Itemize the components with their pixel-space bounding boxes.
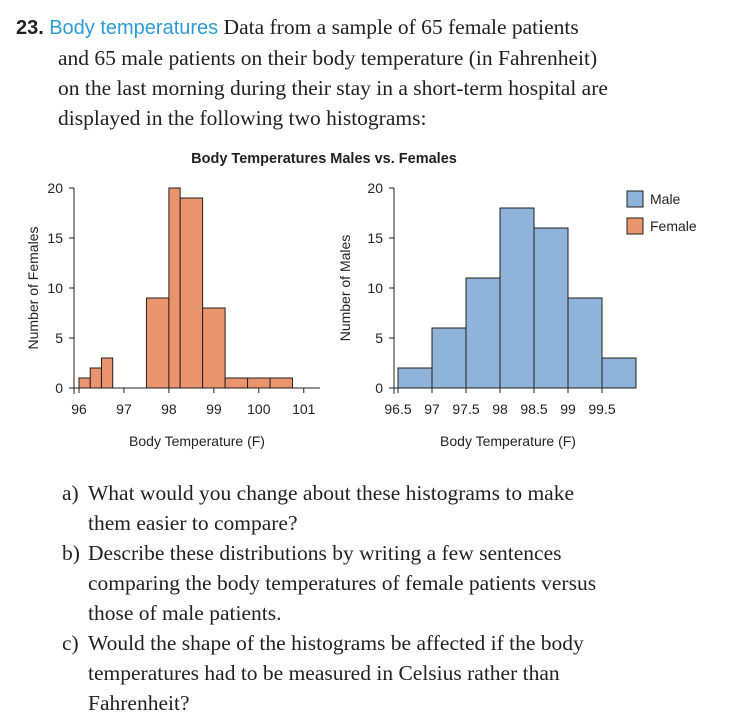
x-axis-label: Body Temperature (F) — [440, 433, 576, 449]
question-c-line-3: Fahrenheit? — [88, 691, 190, 715]
problem-number: 23. — [16, 17, 44, 39]
question-a-label: a) — [62, 481, 79, 505]
histogram-bar — [79, 378, 90, 388]
question-c — [62, 628, 742, 718]
histogram-bar — [568, 298, 602, 388]
histogram-bar — [500, 208, 534, 388]
histogram-bar — [248, 378, 270, 388]
x-tick-label: 97 — [424, 401, 440, 417]
x-tick-label: 96.5 — [384, 401, 412, 417]
x-tick-label: 99 — [206, 401, 222, 417]
histogram-bar — [534, 228, 568, 388]
histogram-bar — [466, 278, 500, 388]
histogram-bar — [169, 188, 180, 388]
x-tick-label: 98 — [161, 401, 177, 417]
histogram-bar — [180, 198, 202, 388]
x-tick-label: 97.5 — [452, 401, 480, 417]
x-tick-label: 101 — [292, 401, 316, 417]
x-tick-label: 96 — [71, 401, 87, 417]
legend-label-male: Male — [650, 191, 681, 207]
histogram-bar — [225, 378, 247, 388]
intro-line-1 — [16, 12, 746, 43]
problem-intro — [16, 12, 746, 133]
x-tick-label: 99.5 — [588, 401, 616, 417]
question-c-line-1: Would the shape of the histograms be affected if the body — [88, 631, 584, 655]
x-axis-label: Body Temperature (F) — [129, 433, 265, 449]
histogram-bar — [90, 368, 101, 388]
x-tick-label: 97 — [116, 401, 132, 417]
intro-line-2: and 65 male patients on their body temperature (in Fahrenheit) — [58, 46, 598, 70]
y-tick-label: 20 — [367, 180, 383, 196]
legend — [627, 191, 697, 234]
question-c-label: c) — [62, 631, 79, 655]
x-tick-label: 98 — [492, 401, 508, 417]
question-list — [62, 478, 742, 718]
y-tick-label: 10 — [47, 280, 63, 296]
y-tick-label: 15 — [367, 230, 383, 246]
y-tick-label: 0 — [55, 380, 63, 396]
y-tick-label: 5 — [55, 330, 63, 346]
histogram-bar — [101, 358, 112, 388]
problem-title: Body temperatures — [49, 17, 219, 39]
male-histogram — [337, 180, 636, 449]
question-b-line-2: comparing the body temperatures of female patients versus — [88, 571, 597, 595]
x-tick-label: 98.5 — [520, 401, 548, 417]
histogram-bar — [432, 328, 466, 388]
histogram-bar — [398, 368, 432, 388]
question-c-line-2: temperatures had to be measured in Celsius rather than — [88, 661, 560, 685]
intro-line-4: displayed in the following two histograms: — [58, 106, 427, 130]
y-tick-label: 20 — [47, 180, 63, 196]
histogram-bar — [146, 298, 168, 388]
y-tick-label: 5 — [375, 330, 383, 346]
legend-swatch-male — [627, 191, 643, 207]
question-b-label: b) — [62, 541, 80, 565]
y-tick-label: 10 — [367, 280, 383, 296]
x-tick-label: 100 — [247, 401, 271, 417]
question-b-line-3: those of male patients. — [88, 601, 282, 625]
y-tick-label: 15 — [47, 230, 63, 246]
y-axis-label: Number of Males — [337, 234, 353, 342]
histogram-bar — [602, 358, 636, 388]
question-a-line-1: What would you change about these histograms to make — [88, 481, 575, 505]
question-a-line-2: them easier to compare? — [88, 511, 298, 535]
figure-title: Body Temperatures Males vs. Females — [191, 151, 457, 167]
legend-label-female: Female — [650, 218, 697, 234]
question-b-line-1: Describe these distributions by writing a few sentences — [88, 541, 562, 565]
x-tick-label: 99 — [560, 401, 576, 417]
legend-swatch-female — [627, 218, 643, 234]
question-b — [62, 538, 742, 628]
intro-text-1: Data from a sample of 65 female patients — [223, 15, 579, 39]
y-axis-label: Number of Females — [25, 226, 41, 350]
histogram-bar — [270, 378, 292, 388]
y-tick-label: 0 — [375, 380, 383, 396]
intro-line-3: on the last morning during their stay in a short-term hospital are — [58, 76, 608, 100]
female-histogram — [25, 180, 320, 449]
histogram-bar — [203, 308, 225, 388]
question-a — [62, 478, 742, 538]
